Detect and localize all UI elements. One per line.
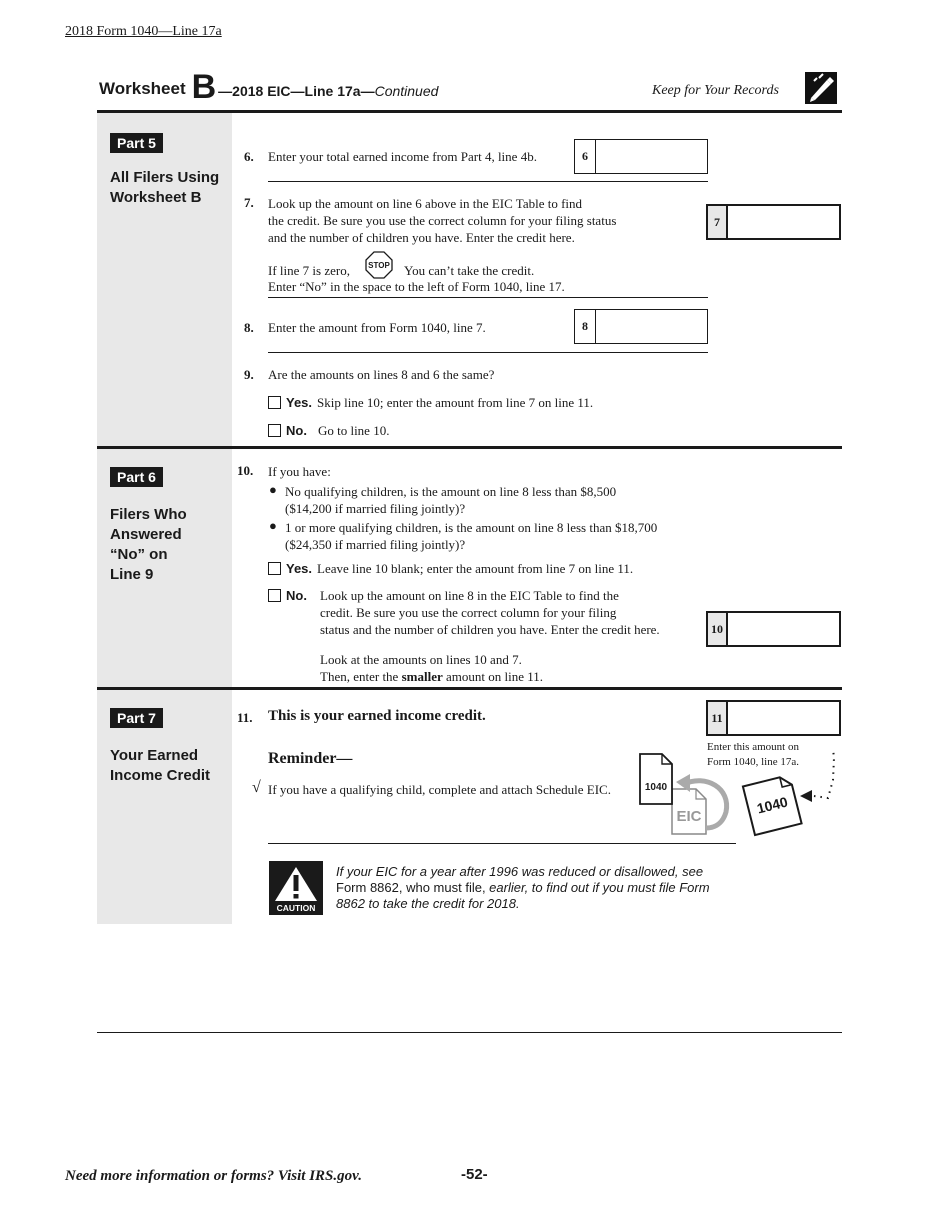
line10-look1: Look at the amounts on lines 10 and 7. xyxy=(320,652,522,667)
part5-side-panel xyxy=(97,113,232,446)
part6-title-line4: Line 9 xyxy=(110,566,154,583)
part5-title xyxy=(110,168,219,208)
line9-no-option xyxy=(268,422,389,439)
line8-box-label: 8 xyxy=(575,310,596,343)
line9-yes-option xyxy=(268,394,593,411)
line10-bullet2 xyxy=(285,519,657,553)
line7-number: 7. xyxy=(244,195,254,210)
line10-look2a: Then, enter the xyxy=(320,669,402,684)
eic-icon-text: EIC xyxy=(676,808,702,825)
part7-badge: Part 7 xyxy=(110,708,163,728)
line10-bullet1-b: ($14,200 if married filing jointly)? xyxy=(285,501,466,516)
caution-line2b: earlier, to find out if you must file Form xyxy=(485,880,710,895)
line10-intro: If you have: xyxy=(268,464,331,479)
check-icon: √ xyxy=(252,779,261,796)
line10-no-text2: credit. Be sure you use the correct column for your filing xyxy=(320,605,617,620)
line7-text2: the credit. Be sure you use the correct column for your filing status xyxy=(268,213,617,228)
line10-no-text3: status and the number of children you have. Enter the credit here. xyxy=(320,622,660,637)
page-number: -52- xyxy=(461,1166,488,1183)
line10-look2 xyxy=(320,668,543,685)
line8-entry-box[interactable] xyxy=(574,309,708,344)
line10-no-option xyxy=(268,588,307,603)
bottom-rule xyxy=(97,1032,842,1033)
line6-number: 6. xyxy=(244,149,254,164)
part7-title-line2: Income Credit xyxy=(110,767,211,784)
line11-number: 11. xyxy=(237,710,253,725)
line7-zero-c: Enter “No” in the space to the left of Form 1040, line 17. xyxy=(268,279,565,294)
pencil-icon xyxy=(805,72,837,104)
bullet-2-icon: ● xyxy=(269,518,277,533)
line11-text: This is your earned income credit. xyxy=(268,708,486,724)
part6-title-line3: “No” on xyxy=(110,546,168,563)
part7-title xyxy=(110,746,210,786)
keep-records-note: Keep for Your Records xyxy=(652,83,779,98)
worksheet-subtitle xyxy=(218,83,438,104)
line10-yes-text: Leave line 10 blank; enter the amount from line 7 on line 11. xyxy=(317,561,634,576)
line6-entry-box[interactable] xyxy=(574,139,708,174)
line10-yes-option xyxy=(268,560,633,577)
worksheet-word: Worksheet xyxy=(99,79,186,98)
line8-number: 8. xyxy=(244,320,254,335)
line11-box-label: 11 xyxy=(708,702,728,734)
form-1040-small-text: 1040 xyxy=(644,782,668,793)
line6-rule xyxy=(268,181,708,182)
schedule-eic-illustration xyxy=(636,750,836,842)
part6-title-line1: Filers Who xyxy=(110,506,187,523)
part6-bottom-rule xyxy=(97,687,842,690)
part5-title-line1: All Filers Using xyxy=(110,169,220,186)
line7-text3: and the number of children you have. Enter the credit here. xyxy=(268,230,575,245)
line10-no-checkbox[interactable] xyxy=(268,589,281,602)
line6-text: Enter your total earned income from Part 4, line 4b. xyxy=(268,149,537,164)
line7-rule xyxy=(268,297,708,298)
part6-badge: Part 6 xyxy=(110,467,163,487)
line7-text xyxy=(268,195,616,246)
worksheet-letter: B xyxy=(191,68,217,106)
line10-yes-label: Yes. xyxy=(286,561,313,576)
line9-no-label: No. xyxy=(286,423,307,438)
worksheet-sub-text: —2018 EIC—Line 17a— xyxy=(218,83,375,99)
line10-bullet2-b: ($24,350 if married filing jointly)? xyxy=(285,537,466,552)
line10-look2c: amount on line 11. xyxy=(442,669,543,684)
line9-no-text: Go to line 10. xyxy=(317,423,390,438)
line10-number: 10. xyxy=(237,463,254,478)
line10-entry-box[interactable] xyxy=(706,611,841,647)
line10-bullet2-a: 1 or more qualifying children, is the amount on line 8 less than $18,700 xyxy=(285,520,658,535)
worksheet-continued: Continued xyxy=(374,83,439,99)
part7-title-line1: Your Earned xyxy=(110,747,199,764)
form-1040-large-text: 1040 xyxy=(755,793,790,817)
line7-box-label: 7 xyxy=(708,206,728,238)
line11-enter-a: Enter this amount on xyxy=(707,741,799,753)
line8-rule xyxy=(268,352,708,353)
line9-text: Are the amounts on lines 8 and 6 the same? xyxy=(268,367,495,382)
stop-icon-text: STOP xyxy=(368,261,390,270)
line7-text1: Look up the amount on line 6 above in the EIC Table to find xyxy=(268,196,583,211)
line11-entry-box[interactable] xyxy=(706,700,841,736)
line7-zero-a: If line 7 is zero, xyxy=(268,263,350,278)
line11-enter-b: Form 1040, line 17a. xyxy=(707,756,799,768)
line10-no-text1: Look up the amount on line 8 in the EIC Table to find the xyxy=(320,588,619,603)
caution-line3: 8862 to take the credit for 2018. xyxy=(336,896,520,911)
line10-look2b: smaller xyxy=(401,669,443,684)
line7-zero-b: You can’t take the credit. xyxy=(404,263,535,278)
part5-bottom-rule xyxy=(97,446,842,449)
line10-no-label: No. xyxy=(286,588,307,603)
line8-text: Enter the amount from Form 1040, line 7. xyxy=(268,320,486,335)
line7-entry-box[interactable] xyxy=(706,204,841,240)
line9-yes-checkbox[interactable] xyxy=(268,396,281,409)
line9-no-checkbox[interactable] xyxy=(268,424,281,437)
line10-bullet1 xyxy=(285,483,616,517)
bullet-1-icon: ● xyxy=(269,482,277,497)
line9-yes-text: Skip line 10; enter the amount from line 7 on line 11. xyxy=(317,395,594,410)
line9-yes-label: Yes. xyxy=(286,395,313,410)
caution-text xyxy=(336,864,736,912)
line10-box-label: 10 xyxy=(708,613,728,645)
line10-bullet1-a: No qualifying children, is the amount on line 8 less than $8,500 xyxy=(285,484,617,499)
reminder-text: If you have a qualifying child, complete and attach Schedule EIC. xyxy=(268,782,611,797)
line10-no-text xyxy=(320,587,660,638)
caution-line1: If your EIC for a year after 1996 was reduced or disallowed, see xyxy=(336,864,704,879)
line10-yes-checkbox[interactable] xyxy=(268,562,281,575)
footer-info-link-text: Need more information or forms? Visit IRS.gov. xyxy=(65,1168,362,1184)
part5-title-line2: Worksheet B xyxy=(110,189,202,206)
part5-badge: Part 5 xyxy=(110,133,163,153)
caution-line2 xyxy=(336,880,736,896)
reminder-rule xyxy=(268,843,736,844)
caution-icon xyxy=(269,861,323,915)
caution-line2a: Form 8862, who must file, xyxy=(336,880,486,895)
line9-number: 9. xyxy=(244,367,254,382)
running-head: 2018 Form 1040—Line 17a xyxy=(65,24,222,39)
line6-box-label: 6 xyxy=(575,140,596,173)
line10-look xyxy=(320,651,543,685)
reminder-heading: Reminder— xyxy=(268,750,353,767)
caution-icon-label: CAUTION xyxy=(276,903,316,913)
part6-title-line2: Answered xyxy=(110,526,182,543)
part6-title xyxy=(110,505,187,585)
worksheet-title xyxy=(99,68,438,104)
stop-icon xyxy=(365,251,393,279)
